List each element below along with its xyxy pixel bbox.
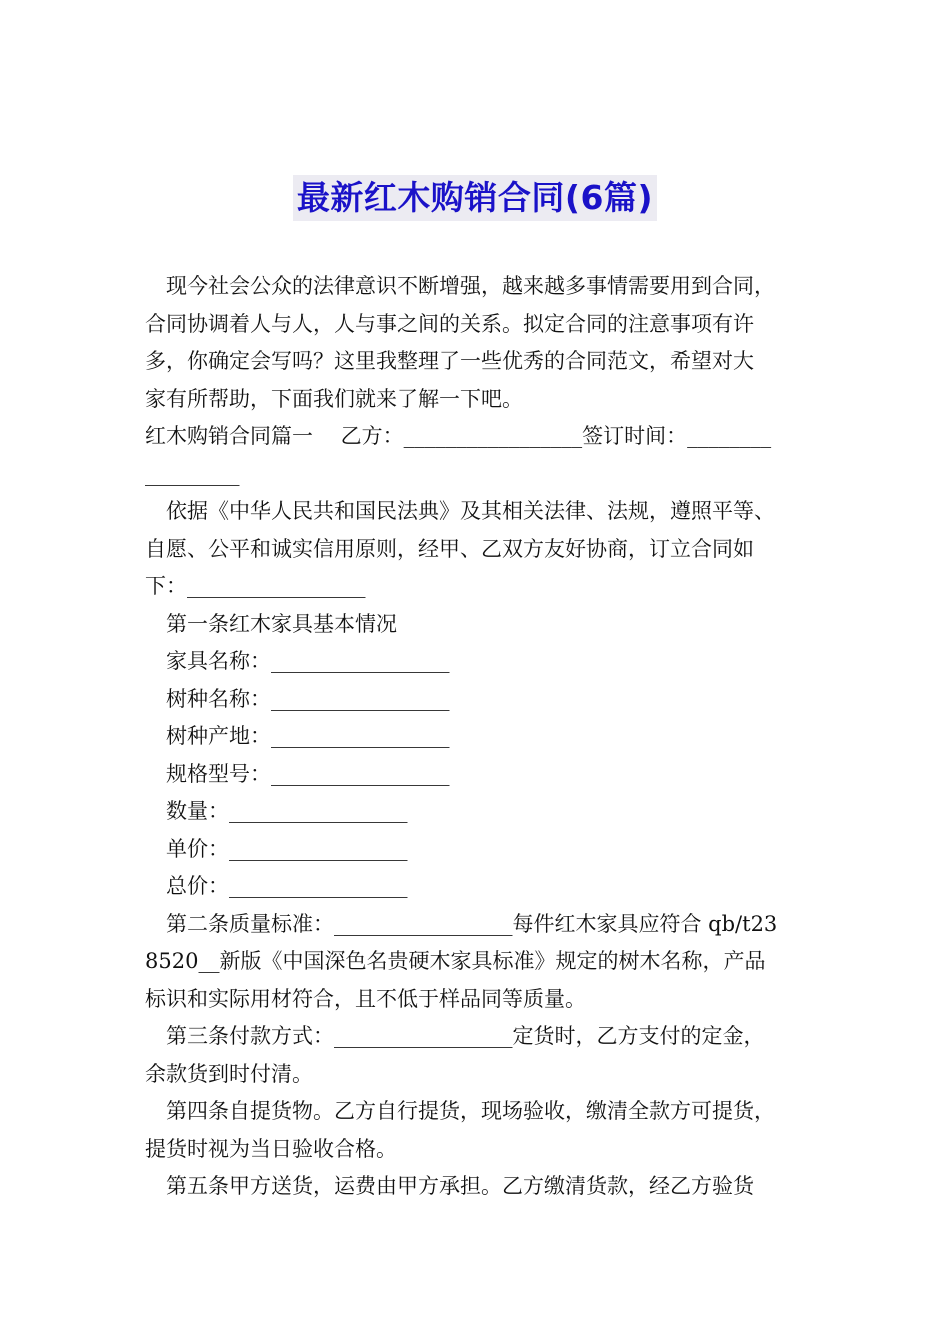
- body-line: 合同协调着人与人，人与事之间的关系。拟定合同的注意事项有许: [145, 311, 754, 336]
- form-field-line: 数量：_________________: [166, 799, 408, 823]
- body-line: 多，你确定会写吗？这里我整理了一些优秀的合同范文，希望对大: [145, 349, 754, 373]
- body-line: 自愿、公平和诚实信用原则，经甲、乙双方友好协商，订立合同如: [145, 536, 754, 561]
- body-line: 现今社会公众的法律意识不断增强，越来越多事情需要用到合同，: [166, 274, 775, 298]
- body-line: 标识和实际用材符合，且不低于样品同等质量。: [145, 986, 586, 1011]
- form-field-line: 总价：_________________: [166, 874, 408, 898]
- form-field-line: 单价：_________________: [166, 836, 408, 861]
- body-line: 第一条红木家具基本情况: [166, 611, 397, 636]
- document-body: [145, 268, 817, 1206]
- form-field-line: 树种产地：_________________: [166, 724, 450, 748]
- body-line: 家有所帮助，下面我们就来了解一下吧。: [145, 386, 523, 411]
- body-line: 下：_________________: [145, 574, 366, 598]
- form-field-line: 家具名称：_________________: [166, 649, 450, 673]
- form-field-line: 规格型号：_________________: [166, 761, 450, 786]
- body-line: 第二条质量标准：_________________每件红木家具应符合 qb/t23: [166, 911, 778, 936]
- body-line: 第三条付款方式：_________________定货时，乙方支付的定金，: [166, 1024, 765, 1048]
- body-line: 8520__新版《中国深色名贵硬木家具标准》规定的树木名称，产品: [145, 949, 766, 973]
- body-line: 红木购销合同篇一 乙方：_________________签订时间：________: [145, 424, 772, 448]
- body-line: 依据《中华人民共和国民法典》及其相关法律、法规，遵照平等、: [166, 499, 775, 523]
- body-line: 第四条自提货物。乙方自行提货，现场验收，缴清全款方可提货，: [166, 1099, 775, 1123]
- body-line: 提货时视为当日验收合格。: [145, 1136, 397, 1161]
- body-line: _________: [145, 461, 240, 486]
- body-line: 第五条甲方送货，运费由甲方承担。乙方缴清货款，经乙方验货: [166, 1174, 754, 1198]
- form-field-line: 树种名称：_________________: [166, 686, 450, 711]
- document-title: 最新红木购销合同(6篇): [293, 175, 657, 221]
- body-line: 余款货到时付清。: [145, 1061, 313, 1086]
- title-container: [0, 175, 950, 221]
